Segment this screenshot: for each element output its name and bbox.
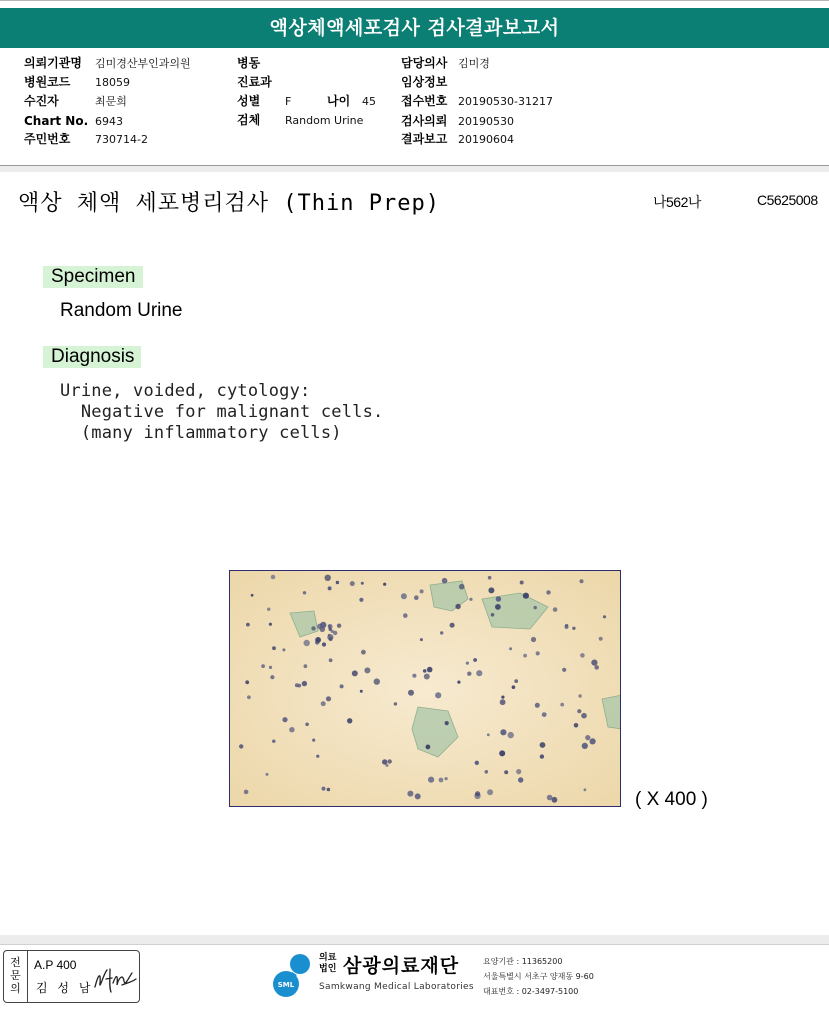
inflammatory-cell — [360, 690, 363, 693]
diagnosis-line: Urine, voided, cytology: — [60, 381, 311, 401]
inflammatory-cell — [326, 696, 331, 701]
inflammatory-cell — [435, 692, 441, 698]
info-value: 김미경산부인과의원 — [95, 57, 191, 70]
report-title: 액상 체액 세포병리검사 (Thin Prep) — [18, 191, 440, 216]
inflammatory-cell — [496, 596, 501, 601]
lab-contact-info — [483, 954, 594, 999]
inflammatory-cell — [385, 764, 388, 767]
inflammatory-cell — [577, 709, 581, 713]
inflammatory-cell — [423, 669, 427, 673]
inflammatory-cell — [305, 723, 309, 727]
inflammatory-cell — [445, 721, 449, 725]
info-label: 검체 — [237, 113, 261, 127]
inflammatory-cell — [239, 744, 243, 748]
inflammatory-cell — [295, 683, 299, 687]
footer-divider — [0, 935, 829, 945]
info-label: 병원코드 — [24, 75, 71, 89]
info-value: 730714-2 — [95, 133, 148, 146]
inflammatory-cell — [523, 654, 527, 658]
lab-corp-prefix — [319, 953, 336, 975]
inflammatory-cell — [599, 637, 603, 641]
inflammatory-cell — [327, 788, 331, 792]
inflammatory-cell — [282, 717, 287, 722]
inflammatory-cell — [591, 660, 597, 666]
info-label: 접수번호 — [401, 94, 448, 108]
lab-corp-prefix-1: 의료 — [319, 953, 337, 963]
inflammatory-cell — [457, 681, 460, 684]
inflammatory-cell — [426, 745, 431, 750]
inflammatory-cell — [320, 622, 326, 628]
top-rule — [0, 0, 829, 8]
info-label: Chart No. — [24, 114, 89, 128]
info-value: 최문희 — [95, 95, 127, 108]
lab-phone: 대표번호 : 02-3497-5100 — [483, 987, 579, 996]
inflammatory-cell — [270, 675, 274, 679]
info-value: 20190530-31217 — [458, 95, 553, 108]
inflammatory-cell — [475, 791, 480, 796]
inflammatory-cell — [518, 777, 523, 782]
inflammatory-cell — [540, 754, 544, 758]
info-label: 담당의사 — [401, 56, 448, 70]
inflammatory-cell — [531, 637, 536, 642]
inflammatory-cell — [487, 733, 490, 736]
inflammatory-cell — [590, 738, 596, 744]
info-label: 병동 — [237, 56, 261, 70]
inflammatory-cell — [547, 795, 553, 801]
inflammatory-cell — [403, 613, 408, 618]
inflammatory-cell — [523, 593, 529, 599]
inflammatory-cell — [328, 624, 332, 628]
inflammatory-cell — [289, 727, 294, 732]
inflammatory-cell — [572, 627, 575, 630]
inflammatory-cell — [272, 646, 276, 650]
inflammatory-cell — [350, 581, 355, 586]
inflammatory-cell — [420, 638, 423, 641]
inflammatory-cell — [580, 653, 585, 658]
inflammatory-cell — [415, 793, 421, 799]
inflammatory-cell — [272, 740, 275, 743]
inflammatory-cell — [337, 624, 341, 628]
lab-address: 서울특별시 서초구 양재동 9-60 — [483, 972, 594, 981]
inflammatory-cell — [535, 703, 540, 708]
info-value: 18059 — [95, 76, 130, 89]
inflammatory-cell — [328, 586, 332, 590]
inflammatory-cell — [329, 658, 333, 662]
sml-logo-icon — [270, 950, 320, 1000]
specimen-value: Random Urine — [60, 300, 183, 321]
inflammatory-cell — [485, 770, 489, 774]
section-divider — [0, 166, 829, 172]
info-label: 진료과 — [237, 75, 272, 89]
inflammatory-cell — [261, 664, 265, 668]
inflammatory-cell — [584, 788, 587, 791]
inflammatory-cell — [394, 702, 397, 705]
inflammatory-cell — [514, 679, 518, 683]
info-label: 주민번호 — [24, 132, 71, 146]
patient-info-table — [0, 48, 829, 166]
inflammatory-cell — [516, 769, 521, 774]
lab-name: 삼광의료재단 — [343, 955, 460, 977]
inflammatory-cell — [500, 699, 506, 705]
inflammatory-cell — [501, 696, 504, 699]
inflammatory-cell — [311, 626, 315, 630]
info-value: 김미경 — [458, 57, 490, 70]
lab-corp-prefix-2: 법인 — [319, 964, 337, 974]
info-value: 20190604 — [458, 133, 514, 146]
inflammatory-cell — [440, 631, 443, 634]
inflammatory-cell — [244, 790, 249, 795]
pathologist-license: A.P 400 — [34, 958, 77, 972]
inflammatory-cell — [467, 672, 471, 676]
inflammatory-cell — [475, 761, 479, 765]
inflammatory-cell — [495, 604, 501, 610]
cytology-micrograph — [230, 571, 621, 807]
inflammatory-cell — [450, 623, 455, 628]
inflammatory-cell — [247, 695, 251, 699]
inflammatory-cell — [374, 678, 380, 684]
inflammatory-cell — [408, 690, 414, 696]
diagnosis-heading: Diagnosis — [43, 346, 141, 368]
inflammatory-cell — [594, 665, 599, 670]
info-label: 결과보고 — [401, 132, 448, 146]
info-label: 임상정보 — [401, 75, 448, 89]
inflammatory-cell — [340, 684, 344, 688]
inflammatory-cell — [581, 713, 587, 719]
inflammatory-cell — [500, 729, 506, 735]
info-value: 45 — [362, 95, 376, 108]
inflammatory-cell — [322, 642, 326, 646]
inflammatory-cell — [499, 750, 505, 756]
inflammatory-cell — [542, 712, 547, 717]
diagnosis-line: Negative for malignant cells. — [60, 402, 384, 422]
inflammatory-cell — [321, 701, 326, 706]
inflammatory-cell — [603, 615, 606, 618]
diagnosis-text — [60, 381, 383, 444]
microscopy-image — [229, 570, 621, 807]
inflammatory-cell — [364, 667, 370, 673]
inflammatory-cell — [534, 606, 537, 609]
inflammatory-cell — [325, 575, 331, 581]
specimen-heading: Specimen — [43, 266, 143, 288]
inflammatory-cell — [312, 739, 315, 742]
inflammatory-cell — [328, 634, 331, 637]
inflammatory-cell — [246, 623, 250, 627]
info-label: 의뢰기관명 — [24, 56, 82, 70]
inflammatory-cell — [442, 578, 448, 584]
inflammatory-cell — [560, 703, 564, 707]
inflammatory-cell — [414, 595, 419, 600]
inflammatory-cell — [245, 680, 249, 684]
inflammatory-cell — [562, 668, 566, 672]
inflammatory-cell — [512, 685, 516, 689]
inflammatory-cell — [420, 589, 424, 593]
inflammatory-cell — [269, 623, 272, 626]
inflammatory-cell — [282, 648, 285, 651]
inflammatory-cell — [322, 787, 326, 791]
inflammatory-cell — [488, 587, 494, 593]
inflammatory-cell — [407, 791, 413, 797]
pathologist-name: 김 성 남 — [36, 981, 94, 995]
inflammatory-cell — [428, 777, 434, 783]
inflammatory-cell — [574, 723, 579, 728]
inflammatory-cell — [251, 594, 254, 597]
inflammatory-cell — [520, 581, 524, 585]
inflammatory-cell — [488, 576, 492, 580]
lab-institution-code: 요양기관 : 11365200 — [483, 957, 563, 966]
report-banner-title: 액상체액세포검사 검사결과보고서 — [0, 8, 829, 48]
inflammatory-cell — [585, 735, 590, 740]
inflammatory-cell — [359, 598, 363, 602]
inflammatory-cell — [536, 651, 540, 655]
inflammatory-cell — [266, 773, 269, 776]
inflammatory-cell — [271, 575, 276, 580]
info-value: F — [285, 95, 292, 108]
inflammatory-cell — [504, 770, 508, 774]
inflammatory-cell — [508, 732, 514, 738]
inflammatory-cell — [553, 607, 558, 612]
lab-logo-block — [270, 950, 690, 1005]
specialist-label — [4, 951, 28, 1002]
info-label: 수진자 — [24, 94, 59, 108]
inflammatory-cell — [466, 662, 469, 665]
inflammatory-cell — [401, 593, 407, 599]
inflammatory-cell — [473, 658, 477, 662]
specialist-label-text: 전문의 — [10, 956, 21, 995]
inflammatory-cell — [439, 778, 444, 783]
report-code-b: C5625008 — [757, 192, 818, 208]
inflammatory-cell — [352, 670, 358, 676]
info-label: 나이 — [327, 94, 351, 108]
inflammatory-cell — [469, 598, 472, 601]
inflammatory-cell — [347, 718, 352, 723]
inflammatory-cell — [459, 584, 465, 590]
inflammatory-cell — [315, 637, 321, 643]
inflammatory-cell — [491, 613, 495, 617]
info-label: 검사의뢰 — [401, 114, 448, 128]
inflammatory-cell — [361, 650, 366, 655]
inflammatory-cell — [316, 755, 319, 758]
diagnosis-line: (many inflammatory cells) — [60, 423, 342, 443]
inflammatory-cell — [383, 583, 386, 586]
pathologist-signature-box — [3, 950, 140, 1003]
inflammatory-cell — [427, 667, 433, 673]
inflammatory-cell — [267, 608, 270, 611]
lab-name-english: Samkwang Medical Laboratories — [319, 982, 474, 992]
inflammatory-cell — [565, 625, 569, 629]
inflammatory-cell — [304, 640, 310, 646]
inflammatory-cell — [445, 777, 448, 780]
inflammatory-cell — [487, 789, 493, 795]
inflammatory-cell — [304, 664, 308, 668]
handwritten-signature — [92, 965, 138, 995]
info-value: Random Urine — [285, 114, 364, 127]
info-value: 20190530 — [458, 115, 514, 128]
inflammatory-cell — [582, 743, 588, 749]
inflammatory-cell — [388, 759, 392, 763]
inflammatory-cell — [455, 604, 460, 609]
inflammatory-cell — [424, 674, 430, 680]
info-label: 성별 — [237, 94, 261, 108]
inflammatory-cell — [540, 742, 546, 748]
inflammatory-cell — [336, 581, 339, 584]
inflammatory-cell — [578, 694, 582, 698]
svg-text:SML: SML — [277, 981, 295, 989]
inflammatory-cell — [509, 647, 512, 650]
magnification-label: ( X 400 ) — [635, 789, 708, 810]
report-code-a: 나562나 — [653, 194, 701, 210]
inflammatory-cell — [580, 579, 584, 583]
inflammatory-cell — [269, 666, 272, 669]
inflammatory-cell — [303, 591, 306, 594]
info-value: 6943 — [95, 115, 123, 128]
inflammatory-cell — [546, 590, 550, 594]
inflammatory-cell — [476, 670, 482, 676]
inflammatory-cell — [412, 674, 416, 678]
inflammatory-cell — [302, 681, 307, 686]
inflammatory-cell — [331, 630, 334, 633]
inflammatory-cell — [329, 637, 333, 641]
inflammatory-cell — [361, 582, 364, 585]
